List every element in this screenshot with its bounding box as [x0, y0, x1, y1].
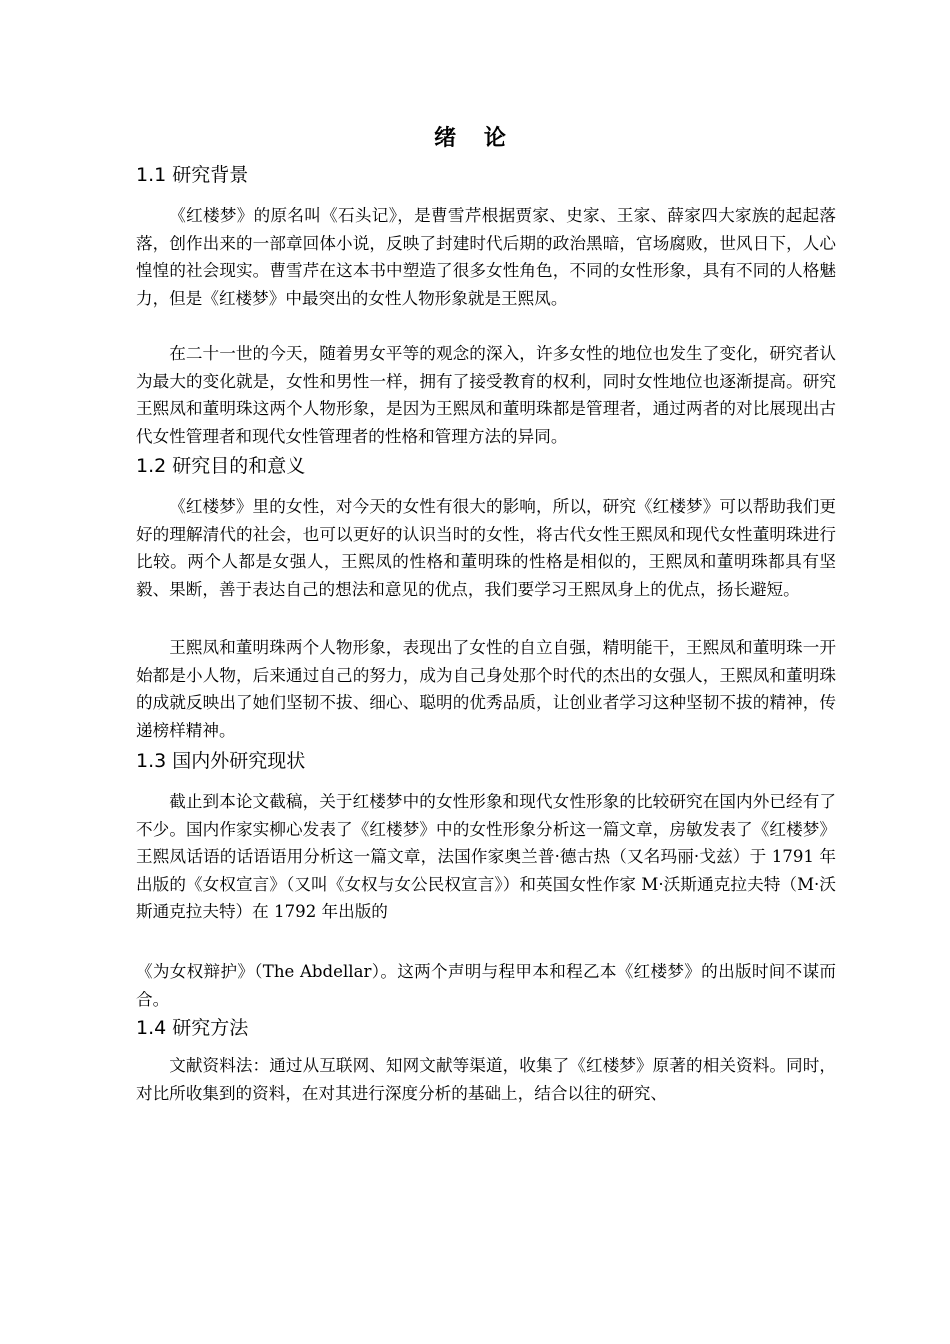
section-heading-1-3: 1.3 国内外研究现状 — [136, 750, 306, 772]
paragraph: 截止到本论文截稿，关于红楼梦中的女性形象和现代女性形象的比较研究在国内外已经有了不少。国内作家实柳心发表了《红楼梦》中的女性形象分析这一篇文章，房敏发表了《红楼梦》王熙凤话语的话语语用分析这一篇文章，法国作家奥兰普·德古热（又名玛丽·戈兹）于 1791 年出版的《女权宣言》（又叫《女权与女公民权宣言》）和英国女性作家 M·沃斯通克拉夫特（M·沃斯通克拉夫特）在 1792 年出版的 — [136, 792, 836, 922]
paragraph: 王熙凤和董明珠两个人物形象，表现出了女性的自立自强，精明能干，王熙凤和董明珠一开始都是小人物，后来通过自己的努力，成为自己身处那个时代的杰出的女强人，王熙凤和董明珠的成就反映出了她们坚韧不拔、细心、聪明的优秀品质，让创业者学习这种坚韧不拔的精神，传递榜样精神。 — [136, 638, 836, 740]
paragraph: 在二十一世的今天，随着男女平等的观念的深入，许多女性的地位也发生了变化，研究者认为最大的变化就是，女性和男性一样，拥有了接受教育的权利，同时女性地位也逐渐提高。研究王熙凤和董明珠这两个人物形象，是因为王熙凤和董明珠都是管理者，通过两者的对比展现出古代女性管理者和现代女性管理者的性格和管理方法的异同。 — [136, 344, 836, 446]
section-heading-1-2: 1.2 研究目的和意义 — [136, 455, 306, 477]
section-heading-1-1: 1.1 研究背景 — [136, 164, 249, 186]
paragraph: 文献资料法：通过从互联网、知网文献等渠道，收集了《红楼梦》原著的相关资料。同时，对比所收集到的资料，在对其进行深度分析的基础上，结合以往的研究、 — [136, 1056, 836, 1103]
paragraph: 《为女权辩护》（The Abdellar）。这两个声明与程甲本和程乙本《红楼梦》的出版时间不谋而合。 — [136, 962, 836, 1009]
paragraph: 《红楼梦》里的女性，对今天的女性有很大的影响，所以，研究《红楼梦》可以帮助我们更好的理解清代的社会，也可以更好的认识当时的女性，将古代女性王熙凤和现代女性董明珠进行比较。两个人都是女强人，王熙凤的性格和董明珠的性格是相似的，王熙凤和董明珠都具有坚毅、果断，善于表达自己的想法和意见的优点，我们要学习王熙凤身上的优点，扬长避短。 — [136, 497, 836, 599]
section-heading-1-4: 1.4 研究方法 — [136, 1017, 249, 1039]
paragraph: 《红楼梦》的原名叫《石头记》，是曹雪芹根据贾家、史家、王家、薛家四大家族的起起落落，创作出来的一部章回体小说，反映了封建时代后期的政治黑暗，官场腐败，世风日下，人心惶惶的社会现实。曹雪芹在这本书中塑造了很多女性角色，不同的女性形象，具有不同的人格魅力，但是《红楼梦》中最突出的女性人物形象就是王熙凤。 — [136, 206, 836, 308]
page-title: 绪 论 — [434, 126, 516, 151]
